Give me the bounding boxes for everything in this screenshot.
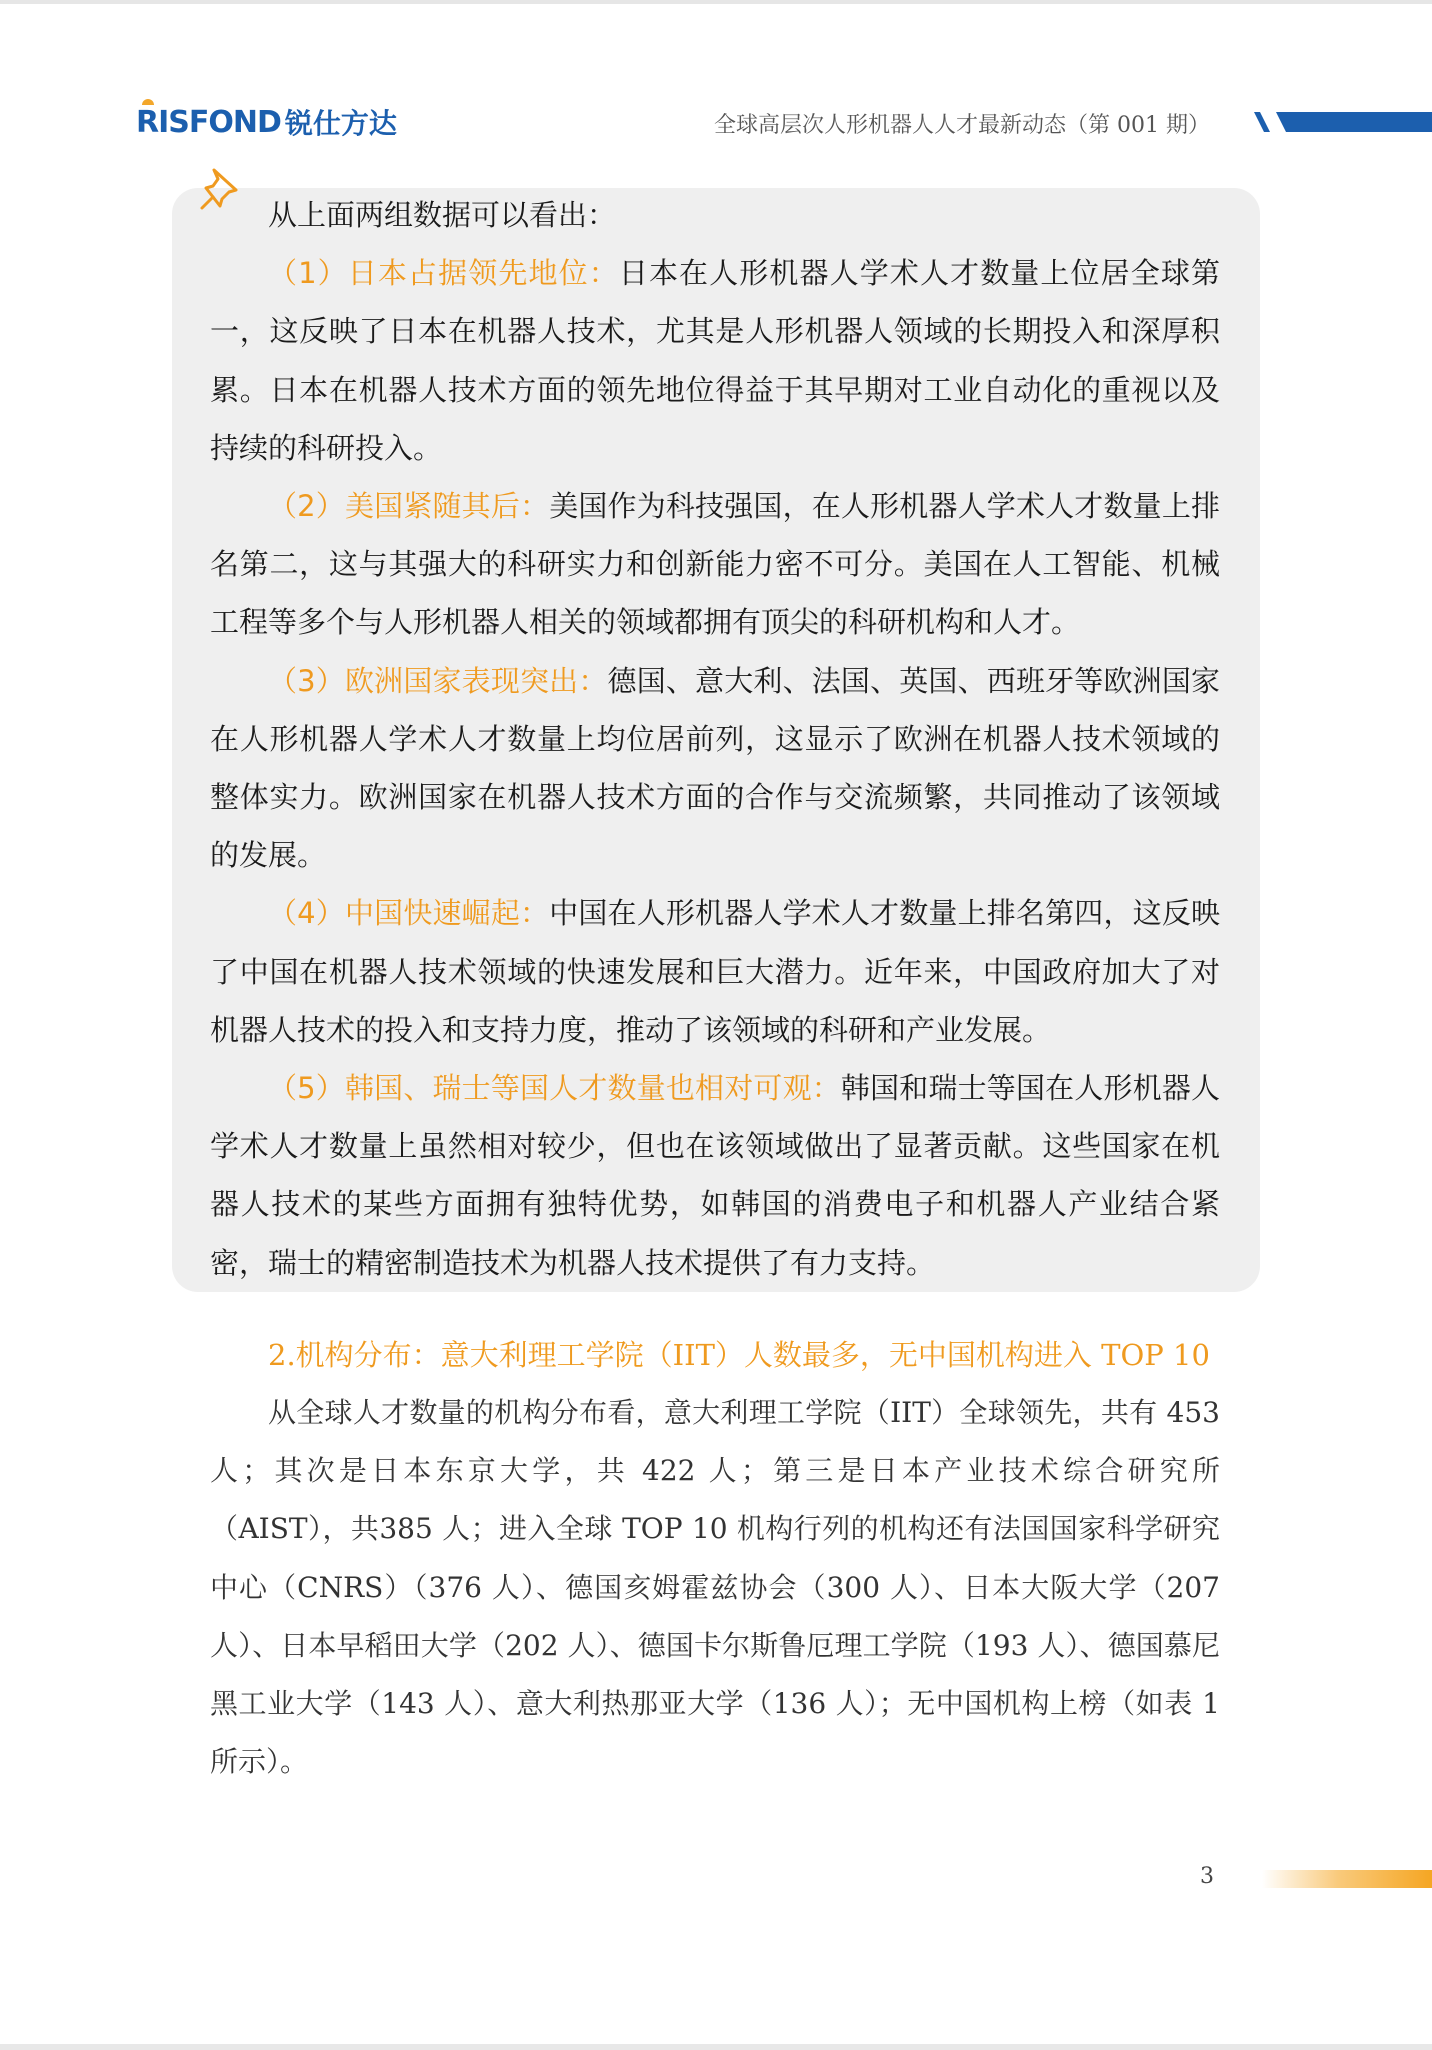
point-text: 德国、意大利、法国、英国、西班牙等欧洲国家在人形机器人学术人才数量上均位居前列，这显示了欧洲在机器人技术领域的整体实力。欧洲国家在机器人技术方面的合作与交流频繁，共同推动了该领域的发展。 <box>210 663 1220 873</box>
callout-point-4 <box>210 884 1220 1059</box>
callout-point-5 <box>210 1059 1220 1292</box>
header-stripe-decoration <box>1252 110 1432 134</box>
point-text: 韩国和瑞士等国在人形机器人学术人才数量上虽然相对较少，但也在该领域做出了显著贡献。这些国家在机器人技术的某些方面拥有独特优势，如韩国的消费电子和机器人产业结合紧密，瑞士的精密制造技术为机器人技术提供了有力支持。 <box>210 1071 1220 1280</box>
section-heading: 2.机构分布：意大利理工学院（IIT）人数最多，无中国机构进入 TOP 10 <box>268 1338 1210 1372</box>
point-label: （3）欧洲国家表现突出： <box>268 663 608 698</box>
point-label: （4）中国快速崛起： <box>268 896 550 931</box>
point-text: 中国在人形机器人学术人才数量上排名第四，这反映了中国在机器人技术领域的快速发展和巨大潜力。近年来，中国政府加大了对机器人技术的投入和支持力度，推动了该领域的科研和产业发展。 <box>210 896 1220 1047</box>
page-number: 3 <box>1200 1864 1214 1889</box>
callout-point-2 <box>210 477 1220 652</box>
page-bottom-border <box>0 2044 1432 2050</box>
point-label: （2）美国紧随其后： <box>268 489 550 524</box>
point-label: （5）韩国、瑞士等国人才数量也相对可观： <box>268 1071 841 1106</box>
logo-wordmark: RISFOND <box>136 105 281 140</box>
section-paragraph: 从全球人才数量的机构分布看，意大利理工学院（IIT）全球领先，共有 453 人；其次是日本东京大学，共 422 人；第三是日本产业技术综合研究所（AIST），共385 人；进入全球 TOP 10 机构行列的机构还有法国国家科学研究中心（CNRS）（376 人）、德国亥姆霍兹协会（300 人）、日本大阪大学（207 人）、日本早稻田大学（202 人）、德国卡尔斯鲁厄理工学院（193 人）、德国慕尼黑工业大学（143 人）、意大利热那亚大学（136 人）；无中国机构上榜（如表 1 所示）。 <box>210 1396 1220 1779</box>
company-logo <box>136 100 397 144</box>
logo-chinese-name: 锐仕方达 <box>284 107 397 140</box>
document-header-title: 全球高层次人形机器人人才最新动态（第 001 期） <box>714 113 1210 138</box>
page-top-border <box>0 0 1432 4</box>
section-body-text <box>210 1384 1220 1791</box>
callout-intro: 从上面两组数据可以看出： <box>268 198 617 232</box>
callout-point-3 <box>210 652 1220 885</box>
point-label: （1）日本占据领先地位： <box>268 256 619 291</box>
point-text: 美国作为科技强国，在人形机器人学术人才数量上排名第二，这与其强大的科研实力和创新能力密不可分。美国在人工智能、机械工程等多个与人形机器人相关的领域都拥有顶尖的科研机构和人才。 <box>210 489 1220 640</box>
footer-gradient-bar <box>1262 1870 1432 1888</box>
summary-callout-text <box>210 186 1220 1292</box>
point-text: 日本在人形机器人学术人才数量上位居全球第一，这反映了日本在机器人技术，尤其是人形机器人领域的长期投入和深厚积累。日本在机器人技术方面的领先地位得益于其早期对工业自动化的重视以及持续的科研投入。 <box>210 256 1220 465</box>
callout-point-1 <box>210 244 1220 477</box>
